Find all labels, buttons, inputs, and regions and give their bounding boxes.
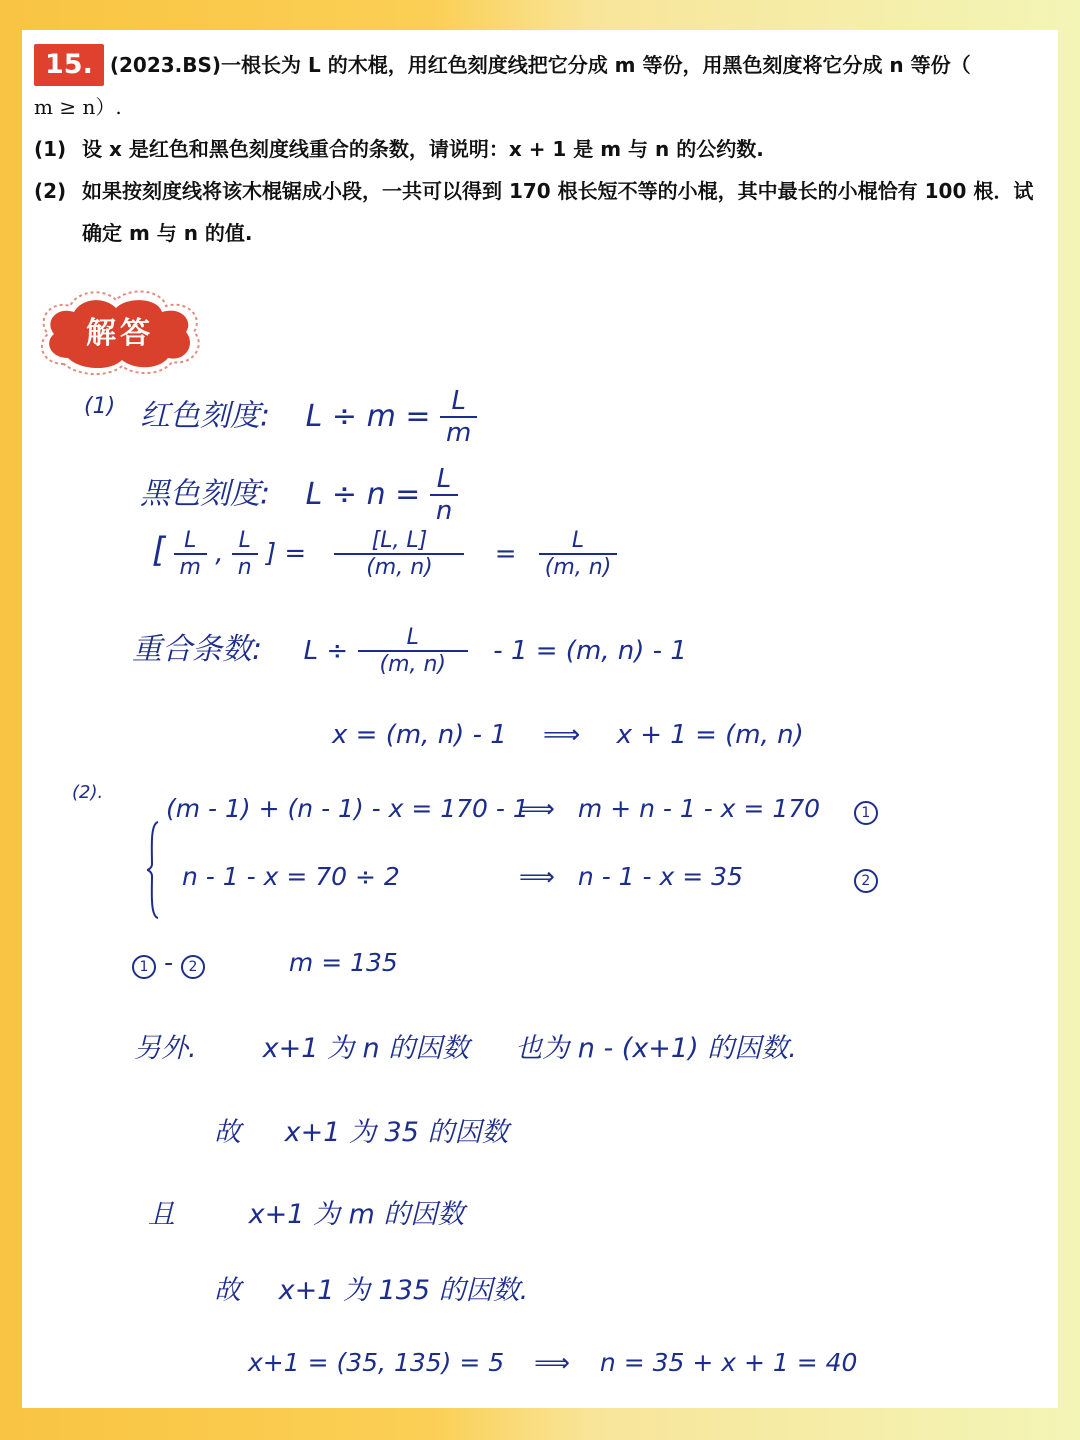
hw-lcm-frac-2: [539, 528, 618, 580]
problem-block: [34, 44, 1046, 254]
hw-overlap-lead: 重合条数:: [132, 632, 263, 667]
comma: ,: [215, 538, 224, 569]
part-text: 设 x 是红色和黑色刻度线重合的条数，请说明：x + 1 是 m 与 n 的公约数.: [82, 137, 764, 161]
hw-black-fraction: [430, 464, 458, 526]
hw-eq1-left: (m - 1) + (n - 1) - x = 170 - 1: [166, 794, 529, 823]
part-text: 如果按刻度线将该木棍锯成小段，一共可以得到 170 根长短不等的小棍，其中最长的小棍恰有 100 根．试确定 m 与 n 的值.: [82, 179, 1034, 245]
frac-denominator: m: [440, 416, 477, 448]
hw-also-lead: 另外.: [134, 1033, 197, 1064]
arrow-icon: ⟹: [519, 862, 555, 891]
hw-so-text: x+1 为 35 的因数: [284, 1117, 509, 1148]
hw-red-lead: 红色刻度:: [140, 398, 271, 434]
hw-also-text1: x+1 为 n 的因数: [262, 1033, 470, 1064]
frac-numerator: L: [436, 464, 452, 494]
hw-part1-label: (1): [84, 394, 116, 419]
frac-denominator: (m, n): [358, 650, 468, 677]
hw-so-text: x+1 为 135 的因数.: [278, 1275, 529, 1306]
hw-x-right: x + 1 = (m, n): [616, 720, 804, 750]
solution-badge: [34, 286, 206, 376]
hw-final-line: [248, 1348, 857, 1377]
hw-overlap-line: [132, 624, 687, 677]
circled-number-2: 2: [854, 869, 878, 893]
arrow-icon: ⟹: [543, 720, 581, 750]
hw-red-fraction: [440, 386, 477, 448]
hw-lcm-line: [152, 528, 617, 580]
part-label: (1): [34, 137, 67, 161]
worksheet-page: [22, 30, 1058, 1408]
problem-part-1: [34, 128, 1046, 170]
hw-red-line: [140, 386, 477, 448]
hw-eq1-right: m + n - 1 - x = 170: [577, 794, 821, 823]
hw-so-lead: 故: [214, 1275, 241, 1306]
hw-eq2: [182, 862, 878, 893]
frac-denominator: m: [174, 553, 207, 580]
circled-number-1: 1: [132, 955, 156, 979]
hw-m-result: m = 135: [288, 948, 398, 977]
arrow-icon: ⟹: [534, 1348, 570, 1377]
hw-black-lead: 黑色刻度:: [140, 476, 271, 512]
problem-stem-continued: m ≥ n）.: [34, 95, 122, 119]
brace-icon: [146, 820, 160, 920]
hw-final-right: n = 35 + x + 1 = 40: [599, 1348, 858, 1377]
part-label: (2): [34, 179, 67, 203]
circled-number-2: 2: [181, 955, 205, 979]
hw-lcm-frac-b: [232, 528, 258, 580]
equals: =: [494, 538, 517, 569]
hw-black-expr: L ÷ n =: [305, 476, 421, 512]
frac-numerator: L: [238, 528, 251, 553]
hw-black-line: [140, 464, 458, 526]
hw-overlap-fraction: [358, 625, 468, 677]
circled-number-1: 1: [854, 801, 878, 825]
problem-number-badge: 15.: [34, 44, 104, 86]
hw-x-line: [332, 720, 804, 750]
hw-overlap-expr: L ÷: [303, 636, 349, 666]
hw-eq2-left: n - 1 - x = 70 ÷ 2: [182, 862, 400, 891]
arrow-icon: ⟹: [519, 794, 555, 823]
hw-overlap-tail: - 1 = (m, n) - 1: [493, 636, 687, 666]
frac-denominator: (m, n): [334, 553, 464, 580]
hw-red-expr: L ÷ m =: [305, 398, 431, 434]
frac-numerator: L: [184, 528, 197, 553]
hw-lcm-frac-a: [174, 528, 207, 580]
hw-and-line: [148, 1192, 464, 1231]
frac-numerator: L: [571, 528, 585, 553]
problem-stem: (2023.BS)一根长为 L 的木棍，用红色刻度线把它分成 m 等份，用黑色刻度将它分成 n 等份（: [109, 53, 971, 77]
frac-denominator: n: [232, 553, 258, 580]
hw-and-text: x+1 为 m 的因数: [248, 1199, 465, 1230]
hw-eq1: [166, 794, 878, 825]
hw-so-line-1: [214, 1110, 508, 1149]
hw-final-left: x+1 = (35, 135) = 5: [248, 1348, 505, 1377]
problem-part-2: [34, 170, 1046, 254]
hw-x-left: x = (m, n) - 1: [332, 720, 507, 750]
minus: -: [163, 948, 173, 977]
hw-so-line-2: [214, 1268, 528, 1307]
bracket-open: [: [152, 530, 166, 571]
solution-badge-label: 解答: [86, 316, 154, 351]
hw-also-text2: 也为 n - (x+1) 的因数.: [515, 1033, 797, 1064]
frac-numerator: L: [406, 624, 419, 650]
hw-lcm-frac-1: [334, 528, 464, 580]
hw-eq2-right: n - 1 - x = 35: [577, 862, 743, 891]
hw-subtract-line: [132, 948, 398, 979]
frac-denominator: (m, n): [539, 553, 618, 580]
hw-also-line: [134, 1026, 797, 1065]
hw-so-lead: 故: [214, 1117, 241, 1148]
frac-denominator: n: [430, 494, 458, 526]
hw-part2-label: (2).: [72, 782, 104, 803]
bracket-close: ] =: [265, 538, 307, 569]
frac-numerator: [L, L]: [371, 528, 428, 553]
hw-and-lead: 且: [148, 1199, 175, 1230]
frac-numerator: L: [451, 386, 466, 416]
